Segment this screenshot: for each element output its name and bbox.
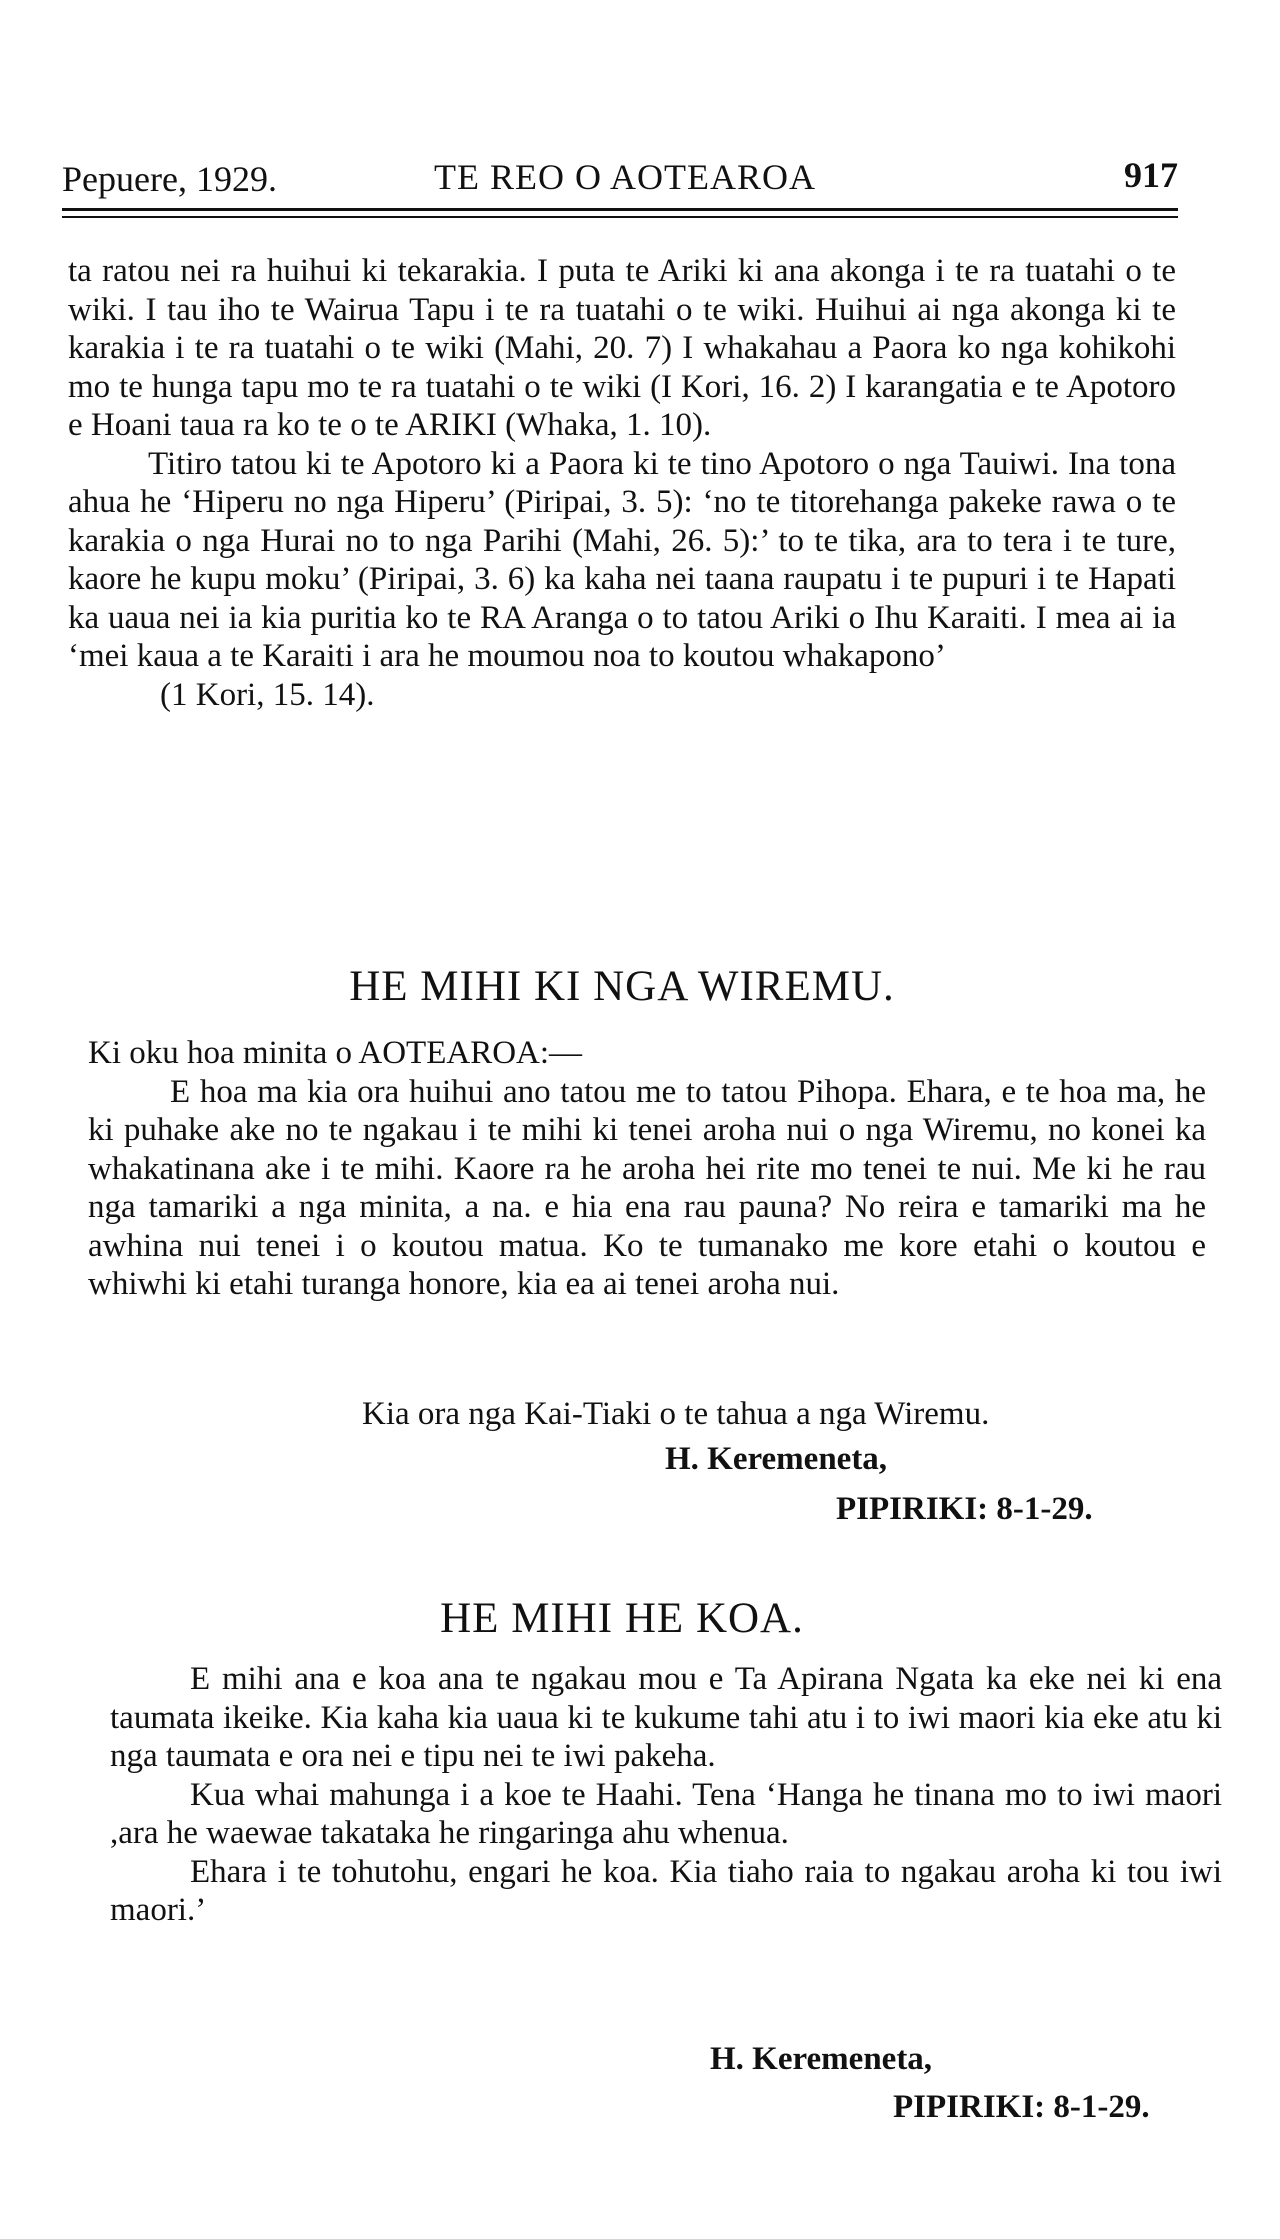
signature: H. Keremeneta, [710, 2041, 933, 2077]
signature: H. Keremeneta, [665, 1441, 888, 1477]
section-heading: HE MIHI HE KOA. [440, 1595, 804, 1642]
running-header [62, 148, 1178, 208]
header-rule-thin [62, 216, 1178, 218]
header-date: Pepuere, 1929. [62, 159, 277, 199]
section-heading: HE MIHI KI NGA WIREMU. [349, 963, 895, 1010]
paragraph: Kua whai mahunga i a koe te Haahi. Tena ‘Hanga he tinana mo to iwi maori ,ara he waewae takataka he ringaringa ahu whenua. [110, 1776, 1222, 1851]
header-title: TE REO O AOTEAROA [434, 157, 816, 197]
header-rule-thick [62, 208, 1178, 211]
paragraph-end: (1 Kori, 15. 14). [160, 676, 375, 713]
salutation: Ki oku hoa minita o AOTEAROA:— [88, 1035, 583, 1071]
article-continuation [68, 252, 1176, 714]
paragraph: Titiro tatou ki te Apotoro ki a Paora ki te tino Apotoro o nga Tauiwi. Ina tona ahua he ‘Hiperu no nga Hiperu’ (Piripai, 3. 5): ‘no te titorehanga pakeke rawa o te karakia o nga Hurai no to nga Parihi (Mahi, 26. 5):’ to te tika, ara to tera i te ture, kaore he kupu moku’ (Piripai, 3. 6) ka kaha nei taana raupatu i te pupuri i te Hapati ka uaua nei ia kia puritia ko te RA Aranga o to tatou Ariki o Ihu Karaiti. I mea ai ia ‘mei kaua a te Karaiti i ara he moumou noa to koutou whakapono’ [68, 445, 1176, 674]
place-date: PIPIRIKI: 8-1-29. [893, 2089, 1150, 2125]
letter-body [88, 1034, 1206, 1304]
paragraph: E mihi ana e koa ana te ngakau mou e Ta Apirana Ngata ka eke nei ki ena taumata ikeike. Kia kaha kia uaua ki te kukume tahi atu i to iwi maori kia eke atu ki nga taumata e ora nei e tipu nei te iwi pakeha. [110, 1661, 1222, 1774]
paragraph: ta ratou nei ra huihui ki tekarakia. I puta te Ariki ki ana akonga i te ra tuatahi o te wiki. I tau iho te Wairua Tapu i te ra tuatahi o te wiki. Huihui ai nga akonga ki te karakia i te ra tuatahi o te wiki (Mahi, 20. 7) I whakahau a Paora ko nga kohikohi mo te hunga tapu mo te ra tuatahi o te wiki (I Kori, 16. 2) I karangatia e te Apotoro e Hoani taua ra ko te o te ARIKI (Whaka, 1. 10). [68, 253, 1176, 443]
closing-line: Kia ora nga Kai-Tiaki o te tahua a nga Wiremu. [362, 1396, 990, 1432]
paragraph: E hoa ma kia ora huihui ano tatou me to tatou Pihopa. Ehara, e te hoa ma, he ki puhake ake no te ngakau i te mihi ki tenei aroha nui o nga Wiremu, no konei ka whakatinana ake i te mihi. Kaore ra he aroha hei rite mo tenei te nui. Me ki he rau nga tamariki a nga minita, a na. e hia ena rau pauna? No reira e tamariki ma he awhina nui tenei i o koutou matua. Ko te tumanako me kore etahi o koutou e whiwhi ki etahi turanga honore, kia ea ai tenei aroha nui. [88, 1073, 1206, 1302]
paragraph: Ehara i te tohutohu, engari he koa. Kia tiaho raia to ngakau aroha ki tou iwi maori.’ [110, 1853, 1222, 1928]
page-number: 917 [1124, 155, 1178, 195]
letter-body [110, 1660, 1222, 1930]
place-date: PIPIRIKI: 8-1-29. [836, 1491, 1093, 1527]
